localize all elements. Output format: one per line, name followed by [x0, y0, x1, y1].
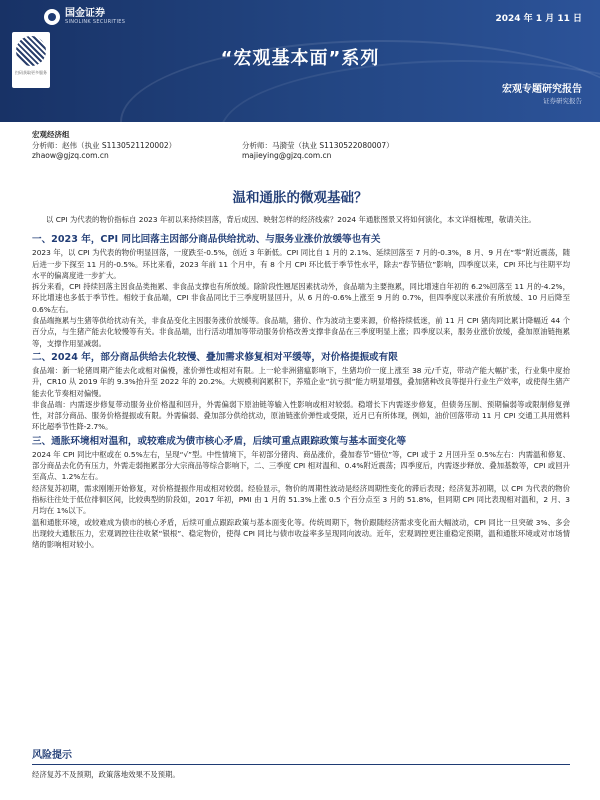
- section-3-paragraph: 经济复苏初期，需求刚刚开始修复，对价格提振作用或相对较弱。经验显示，物价的周期性波动是经济周期性变化的滞后表现；经济复苏初期，以 CPI 为代表的物价指标往往处于低位徘徊区间，比较典型的阶段如，2017 年初，PMI 由 1 月的 51.3%上涨 0.5 个百分点至 3 月的 51.8%，但同期 CPI 同比表现相对温和，2 月、3 月均在 1%以下。: [32, 483, 570, 516]
- report-subtype: 证券研究报告: [543, 97, 582, 105]
- section-1-paragraph: 食品端拖累与生猪等供给扰动有关，非食品变化主因服务涨价放缓等。食品端，猪价、作为波动主要来源，价格持续低迷，前 11 月 CPI 猪肉同比累计降幅近 44 个百分点，与生猪产能去化较慢等有关。非食品端，出行活动增加等带动服务价格改善支撑非食品在三季度明显上涨；四季度以来，服务业涨价放缓，叠加原油链拖累等，支撑作用显减弱。: [32, 316, 570, 348]
- report-date: 2024 年 1 月 11 日: [495, 14, 582, 24]
- section-3-paragraph: 温和通胀环境，或较难成为债市的核心矛盾，后续可重点跟踪政策与基本面变化等。传统周期下，物价跟随经济需求变化而大幅波动，CPI 同比一旦突破 3%、多会出现较大通胀压力，宏观调控往往收紧“银根”、稳定物价，使得 CPI 同比与债市收益率多呈现同向波动。近年，宏观调控更注重稳定预期，温和通胀环境或对市场情绪的影响相对较小。: [32, 517, 570, 550]
- author-block: [32, 130, 572, 161]
- page-title: 温和通胀的微观基础？: [232, 190, 368, 206]
- risk-text: 经济复苏不及预期，政策落地效果不及预期。: [32, 770, 180, 779]
- section-1-heading: 一、2023 年，CPI 同比回落主因部分商品供给扰动、与服务业涨价放缓等也有关: [32, 234, 381, 246]
- report-header: [0, 0, 600, 122]
- section-3-paragraph: 2024 年 CPI 同比中枢或在 0.5%左右，呈现“√”型。中性情境下，年初部分猪肉、商品涨价，叠加春节“错位”等，CPI 或于 2 月回升至 0.5%左右：内需温和修复、部分商品去化仍有压力，外需走弱拖累部分大宗商品等综合影响下，二、三季度 CPI 相对温和、0.4%附近震荡；四季度后，内需逐步释放、叠加基数等，CPI 或回升至高点、1.2%左右。: [32, 449, 570, 482]
- report-body: [32, 214, 570, 550]
- series-title: “宏观基本面”系列: [220, 48, 380, 69]
- analyst-1: 分析师：赵伟（执业 S1130521120002）: [32, 141, 177, 150]
- analyst-2-email[interactable]: majieying@gjzq.com.cn: [242, 151, 332, 160]
- brand-name-en: SINOLINK SECURITIES: [65, 19, 126, 25]
- report-type: 宏观专题研究报告: [502, 84, 582, 95]
- section-2-paragraph: 非食品端：内需逐步修复带动服务业价格温和回升，外需偏弱下原油链等输入性影响或相对较弱。稳增长下内需逐步修复，但债务压制、预期偏弱等或限制修复弹性，对部分商品、服务价格提振或有限。外需偏弱、叠加部分供给扰动，原油链涨价弹性或受限，近月已有所体现，例如，油价回落带动 11 月 CPI 交通工具用燃料环比超季节性降-2.7%。: [32, 399, 570, 432]
- brand-logo: [44, 8, 125, 25]
- section-3-heading: 三、通胀环境相对温和，或较难成为债市核心矛盾，后续可重点跟踪政策与基本面变化等: [32, 435, 407, 447]
- risk-divider: [32, 764, 570, 765]
- intro-paragraph: 以 CPI 为代表的物价指标自 2023 年初以来持续回落，背后成因、映射怎样的经济线索？2024 年通胀图景又将如何演化，本文详细梳理，敬请关注。: [46, 215, 536, 224]
- risk-heading: 风险提示: [32, 750, 72, 761]
- section-1-paragraph: 2023 年，以 CPI 为代表的物价明显回落，一度跌至-0.5%，创近 3 年新低。CPI 同比自 1 月的 2.1%、延续回落至 7 月的-0.3%，8 月、9 月在“零”附近震荡，随后进一步下探至 11 月的-0.5%。环比来看，2023 年前 11 个月中，有 8 个月 CPI 环比低于季节性水平，除去“春节错位”影响，四季度以来，CPI 环比与往期平均水平的偏离度进一步扩大。: [32, 248, 570, 280]
- analyst-2: 分析师：马漪莹（执业 S1130522080007）: [242, 141, 394, 150]
- brand-name-cn: 国金证券: [65, 8, 105, 19]
- section-1-paragraph: 拆分来看，CPI 持续回落主因食品类拖累、非食品支撑也有所放缓。除阶段性翘尾因素扰动外，食品端为主要拖累，同比增速自年初的 6.2%回落至 11 月的-4.2%，环比增速也多低于季节性。相较于食品端，CPI 非食品同比于三季度明显回升，从 6 月的-0.6%上涨至 9 月的 0.7%，但四季度以来涨价有所放缓、10 月后降至 0.6%左右。: [32, 282, 570, 314]
- team-name: 宏观经济组: [32, 130, 70, 139]
- section-2-paragraph: 食品端：新一轮猪周期产能去化或相对偏慢，涨价弹性或相对有限。上一轮非洲猪瘟影响下，生猪均价一度上涨至 38 元/千克，带动产能大幅扩张，行业集中度抬升，CR10 从 2019 年的 9.3%抬升至 2022 年的 20.2%。大规模利润累积下，养殖企业“抗亏损”能力明显增强，叠加猪种改良等提升行业生产效率，或使得生猪产能去化节奏相对偏慢。: [32, 365, 570, 398]
- risk-section: [32, 746, 570, 780]
- qr-caption: 扫码获取更多服务: [15, 70, 47, 75]
- brand-logo-icon: [44, 9, 60, 25]
- section-2-heading: 二、2024 年，部分商品供给去化较慢、叠加需求修复相对平缓等，对价格提振或有限: [32, 351, 398, 363]
- analyst-1-email[interactable]: zhaow@gjzq.com.cn: [32, 151, 109, 160]
